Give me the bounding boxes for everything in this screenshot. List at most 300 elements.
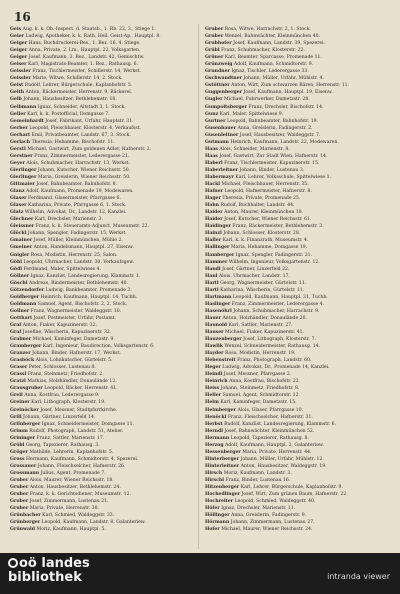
directory-entry [205,153,385,160]
entry-surname: Hartmann [205,294,232,300]
entry-details: Franz, Photograph, Landstr. 60. [235,358,312,364]
directory-entry [205,167,385,174]
entry-details: Josef, Kaufmann, 3. Bez., Landstr. 42, Gemischtw. [27,55,145,61]
directory-entry [205,399,385,406]
entry-surname: Geiger [10,55,28,61]
entry-surname: Hörmann [205,520,230,526]
entry-details: Ignaz, Schneidermeister, Domgasse 11. [40,421,134,427]
entry-surname: Geiser [10,62,27,68]
entry-surname: Hitzenberger [205,485,240,491]
entry-surname: Haidinger [205,224,231,230]
entry-surname: Geist [10,83,24,89]
directory-entry [10,407,190,414]
entry-surname: Heger [205,365,221,371]
entry-details: Mathilde, Lehrerin, Kaplanhofstr. 5. [27,449,114,455]
entry-surname: Gruber [10,485,29,491]
directory-entry [10,146,190,153]
entry-details: Wenzel, Schneidermeister, Rathausg. 14. [222,344,321,350]
directory-entry [10,456,190,463]
directory-entry [205,463,385,470]
entry-surname: Helmberger [205,407,236,413]
entry-surname: Grasböck [10,358,35,364]
entry-details: Karl, Lehrer, Volksschule, Spittelwiese 1. [233,174,331,180]
entry-details: Georg, Tapezierer, Rathausg. 3. [24,442,100,448]
entry-details: Josef, Gärtner, Linzerfeld 22. [220,266,290,272]
directory-entry [205,118,385,125]
entry-details: Ludwig, Advokat, Dr., Promenade 14, Kanzlei. [220,365,330,371]
entry-surname: Gruber [10,506,29,512]
entry-surname: Hinterberger [205,456,240,462]
entry-surname: Hebenstreit [205,358,236,364]
directory-entry [205,181,385,188]
entry-surname: Gerhart [10,132,31,138]
entry-surname: Geller [10,111,26,117]
entry-details: Josef, Fabrikant, Urfahr, Hauptstr. 31. [43,118,134,124]
entry-surname: Gusenleitner [205,132,239,138]
entry-details: Michael, Fiaker, Kapuzinerstr. 41. [223,330,305,336]
entry-surname: Gierlinger [10,167,37,173]
entry-surname: Granzer [10,351,31,357]
directory-entry [205,209,385,216]
entry-surname: Haslinger [205,301,231,307]
directory-entry [205,435,385,442]
entry-details: Franz, Fleischselcher, Hafnerstr. 31. [226,414,313,420]
entry-surname: Grüner [205,55,224,61]
entry-surname: Hager [205,196,221,202]
entry-details: Samuel, Agent, Schmidtorstr. 12. [221,393,300,399]
entry-details: Adolf, Kaufmann, Promenade 19, Modewaren. [24,189,134,195]
entry-surname: Glechner [10,217,34,223]
entry-surname: Haberleitner [205,167,239,173]
directory-entry [10,209,190,216]
entry-surname: Hochreiter [205,499,234,505]
entry-surname: Hochedlinger [205,492,241,498]
entry-surname: Goldberger [10,294,40,300]
entry-details: Anna, Greislerin, Fadingerstr. 9. [229,513,307,519]
entry-details: Leopold, Tapezierer, Rathausg. 8. [229,435,309,441]
directory-entry [205,407,385,414]
directory-entry [10,216,190,223]
directory-entry [10,294,190,301]
entry-surname: Hartl [205,280,219,286]
directory-entry [10,505,190,512]
entry-surname: Höllinger [205,513,230,519]
entry-details: Michael, Fuhrwerker, Dametzstr. 28. [222,97,310,103]
directory-entry [205,266,385,273]
directory-entry [10,301,190,308]
directory-entry [205,449,385,456]
entry-surname: Geissler [10,69,31,75]
directory-entry [205,315,385,322]
entry-details: Johann, Binder, Hafnerstr. 17, Werkst. [30,351,121,357]
entry-surname: Hanl [205,273,218,279]
directory-entry [10,484,190,491]
entry-details: Anna, Kostfrau, Lederergasse 9. [22,393,100,399]
entry-details: Anton, Holzhändler, Donaulände 20. [221,315,307,321]
directory-entry [10,230,190,237]
entry-details: Alois, Schneider, Marienstr. 8. [217,146,290,152]
entry-details: Ignaz, Drechsler, Marienstr. 11. [219,506,296,512]
entry-details: Johann, Schlosser, Klosterstr. 28. [221,231,301,237]
directory-entry [10,519,190,526]
entry-details: Georg, Wagnermeister, Gürtelstr. 11. [218,280,307,286]
logo-text-line1: oö landes [19,556,90,571]
directory-entry [10,75,190,82]
directory-entry [10,104,190,111]
entry-surname: Grubhofer [205,41,232,47]
directory-entry [205,414,385,421]
entry-details: Josef, Bahnwächter, Kleinmünchen 52. [222,428,315,434]
entry-surname: Graf [10,330,22,336]
entry-details: Samuel, Agent, Bischofstr. 2, 2. Stock. [36,301,128,307]
directory-entry [10,421,190,428]
directory-entry [205,421,385,428]
entry-surname: Gross [10,456,25,462]
directory-entry [205,392,385,399]
entry-details: Moriz, Kaufmann, Hauptpl. 5. [34,527,106,533]
directory-entry [205,195,385,202]
entry-details: Johann, Zimmermann, Lustenau 27. [229,520,315,526]
viewer-credit[interactable]: intranda viewer [327,572,390,581]
directory-entry [10,273,190,280]
entry-details: Josef, Postmeister, Urfahr, Postamt. [32,315,116,321]
entry-details: Anton, Fiaker, Kapuzinerstr. 32. [21,322,97,328]
entry-surname: Glaser [10,196,27,202]
entry-details: Anna, Greislerin, Fadingerstr. 2. [235,125,313,131]
entry-surname: Höfer [205,506,220,512]
entry-surname: Grübl [205,48,220,54]
entry-details: Michael, Fleischhauer, Herrenstr. 35. [220,182,309,188]
entry-surname: Gschwandtner [205,76,242,82]
entry-details: Rudolf, Buchhalter, Landstr. 44. [219,203,295,209]
entry-details: Maria, Hebamme, Domgasse 19. [229,245,308,251]
entry-surname: Grossmann [10,470,40,476]
directory-entry [10,202,190,209]
directory-entry [10,33,190,40]
entry-surname: Glanz [10,189,25,195]
entry-surname: Gerstl [10,146,26,152]
entry-details: Josef, Messner, Stadtpfarrkirche. [38,407,118,413]
directory-entry [205,357,385,364]
entry-surname: Hallinger [205,245,230,251]
entry-details: Anton, Handelsmann, Hauptpl. 27, Eisenw. [32,245,134,251]
entry-details: Anna, Kostfrau, Bischofstr. 22. [227,379,301,385]
entry-surname: Geiger [10,41,28,47]
directory-entry [205,329,385,336]
directory-entry [10,47,190,54]
directory-entry [205,477,385,484]
entry-surname: Hinterleitner [205,463,240,469]
library-logo-icon [8,558,18,568]
entry-surname: Haas [205,153,218,159]
directory-entry [205,364,385,371]
directory-entry [205,132,385,139]
entry-surname: Hofer [205,527,220,533]
page-number: 16 [14,10,31,24]
entry-details: Karl, Magistrats-Beamter, 1. Bez., Rathausg. 6. [26,62,139,68]
entry-surname: Grundner [205,69,230,75]
entry-surname: Handl [205,266,221,272]
entry-details: Anna, Private, 2. Lm., Hauptpl. 22, Volksgarten. [27,48,141,54]
entry-details: Karl, Ingenieur, Baudirection, Volksgartenstr. 6. [41,344,155,350]
entry-surname: Herbst [205,421,223,427]
entry-details: Franz, Schuhmacher, Klosterstr. 22. [219,48,305,54]
directory-entry [10,125,190,132]
directory-entry [10,491,190,498]
entry-surname: Hayder [205,351,224,357]
directory-entry [10,244,190,251]
entry-surname: Glaser [10,203,27,209]
directory-entry [205,202,385,209]
directory-entry [10,470,190,477]
entry-surname: Grill [10,414,22,420]
entry-surname: Heinrich [205,379,228,385]
entry-surname: Heller [205,393,222,399]
entry-details: Josef, Kaufmann, Landstr. 39, Spezerei. [231,41,326,47]
entry-surname: Göbl [10,259,22,265]
entry-surname: Gunz [205,111,219,117]
entry-surname: Herzog [205,442,224,448]
entry-details: Michael, Kaminfeger, Dametzstr. 9. [31,337,115,343]
entry-details: Hans, Buchdruckerei-Bes., 1. Bez. 16, 4. Stiege. [27,41,141,47]
entry-surname: Grassl [10,372,27,378]
entry-surname: Geiger [10,48,28,54]
entry-details: Rudolf, Kanzlist, Landesregierung, Klammstr. 6. [222,421,337,427]
entry-details: Johann, Kutscher, Wiener Reichsstr. 50. [36,167,131,173]
entry-details: Leopold, Fleischhauer, Klosterstr. 4, Verkaufsst. [27,125,142,131]
directory-entry [10,89,190,96]
entry-details: Rudolf, Lehrer, Bürgerschule, Kaplanhofstr. 5. [23,83,133,89]
directory-entry [205,526,385,533]
directory-entry [205,54,385,61]
directory-entry [10,526,190,533]
entry-details: Josefine, Wäscherin, Kapuzinerstr. 32. [21,330,112,336]
entry-details: Alois, Maurer, Wiener Reichsstr. 18. [28,478,114,483]
entry-surname: Gumpoltsberger [205,104,247,110]
entry-surname: Gruber [205,34,224,40]
entry-details: Johann, Schuhmacher, Harrachstr. 9. [231,308,320,314]
entry-surname: Gutmann [205,139,229,145]
entry-details: Katharina, Wäscherin, Gürtelstr. 11. [218,287,305,293]
entry-surname: Henöckl [205,414,227,420]
entry-details: Heinrich, Kaufmann, Hauptpl. 14, Tuchh. [39,294,138,300]
directory-entry [10,287,190,294]
entry-details: Adolf, Kaufmann, Schmidtorstr. 9. [232,62,314,68]
entry-details: Johann, Hausbesitzer, Bethlehemstr. 18. [21,97,117,103]
directory-entry [10,449,190,456]
directory-entry [205,252,385,259]
right-column [205,26,385,533]
directory-entry [10,160,190,167]
directory-entry [10,266,190,273]
entry-details: Johann, Binder, Lustenau 3. [238,167,305,173]
entry-surname: Gotthart [10,315,33,321]
entry-surname: Helm [205,400,219,406]
directory-entry [10,385,190,392]
entry-surname: Gugler [205,97,223,103]
directory-entry [10,167,190,174]
directory-entry [10,435,190,442]
directory-entry [10,181,190,188]
entry-details: Franz, Wagnermeister, Waldeggstr. 10. [29,308,122,314]
entry-details: Maria, Private, Herrenstr. 30. [28,506,99,512]
entry-surname: Hirsch [205,470,223,476]
directory-entry [205,47,385,54]
entry-details: Karl, Maler, Spittelwiese 9. [218,111,284,117]
directory-entry [205,371,385,378]
entry-surname: Greinöcker [10,407,39,413]
entry-details: Johann, Spengler, Fadingerstr. 15, Werkst. [26,231,127,237]
entry-details: Johann, Fleischselcher, Hafnerstr. 26. [36,463,126,469]
directory-entry [10,399,190,406]
entry-surname: Grabner [10,337,32,343]
entry-surname: Gödl [10,266,22,272]
directory-entry [205,96,385,103]
entry-surname: Geier [10,34,24,40]
library-logo[interactable] [8,557,90,585]
entry-surname: Hermann [205,435,230,441]
directory-entry [10,61,190,68]
directory-entry [10,371,190,378]
directory-entry [10,40,190,47]
directory-entry [205,322,385,329]
directory-entry [10,512,190,519]
entry-surname: Göschl [10,280,28,286]
directory-entry [205,111,385,118]
entry-details: Johann, Müller, Urfahr, Mühlstr. 12. [239,456,324,462]
entry-surname: Herndl [205,428,223,434]
entry-details: Marie, Witwe, Schillerstr. 14, 2. Stock. [30,76,123,82]
entry-details: Emil, Privatbeamter, Landstr. 67, 3. Stock. [30,132,131,138]
entry-details: Alois, Schuhmacher, Harrachstr. 13, Werkst. [24,160,130,166]
entry-details: Anton, Hausbesitzer, Waldeggstr. 19. [239,463,327,469]
entry-details: Alois, Glaser, Pfarrgasse 10. [235,407,304,413]
entry-surname: Haunold [205,322,228,328]
entry-surname: Grausgruber [10,386,43,392]
entry-details: Heinrich, Kaufmann, Landstr. 22, Modewaren. [228,139,339,145]
entry-details: Leopold, Uhrmacher, Landstr. 30, Verkaufsgew. [21,259,135,265]
entry-details: Ignaz, Schneider, Altstadt 3, 1. Stock. [36,104,126,110]
entry-details: Aug. k. k. Ob.-Inspect. d. Staatsb., 1. Rb. 22, 3., Stiege 1. [21,27,156,32]
directory-entry [205,61,385,68]
entry-surname: Gröbl [10,442,25,448]
directory-entry [205,160,385,167]
entry-surname: Gstöttner [205,83,230,89]
entry-surname: Gelbmann [10,104,37,110]
directory-entry [10,378,190,385]
directory-entry [205,146,385,153]
entry-surname: Grünberger [10,520,41,526]
directory-entry [205,259,385,266]
directory-entry [10,414,190,421]
directory-entry [205,75,385,82]
entry-details: Michael, Maurer, Wiener Reichsstr. 24. [219,527,313,533]
entry-details: Wilhelm, Ingenieur, Volksgartenstr. 12. [227,259,320,265]
directory-entry [205,378,385,385]
entry-details: Anton, Bäckermeister, Herrenstr. 9, Bäckerei. [24,90,133,96]
directory-entry [205,442,385,449]
entry-details: Ignaz, Kanzlist, Landesregierung, Klammstr. 1. [29,273,141,279]
directory-entry [205,174,385,181]
entry-details: Josef, Kaufmann, Hauptpl. 19, Eisenw. [242,90,333,96]
entry-details: Wilhelm, Advokat, Dr., Landstr. 12, Kanzlei. [23,210,127,216]
directory-entry [10,280,190,287]
entry-surname: Grininger [10,435,36,441]
entry-surname: Haider [205,210,223,216]
entry-details: Hermann, Kaufmann, Schmidtorstr. 4, Spezerei. [24,456,139,462]
entry-surname: Heindl [205,372,223,378]
entry-details: Franz, Steinmetz, Friedhofstr. 2. [26,372,104,378]
directory-entry [10,195,190,202]
entry-details: Rosa, Modistin, Herrenstr. 25, Salon. [29,252,118,258]
entry-surname: Gnigler [10,252,30,258]
entry-surname: Hauer [205,315,221,321]
entry-details: Franz, Drechsler, Bischofstr. 14. [246,104,324,110]
directory-entry [205,68,385,75]
entry-surname: Hafner [205,189,223,195]
entry-details: Ignaz, Tischler, Lederergasse 33. [229,69,309,75]
entry-surname: Grossauer [10,463,37,469]
entry-surname: Habermayr [205,174,234,180]
directory-entry [10,357,190,364]
entry-details: Karl, k. k. Finanzrath, Museumstr. 4. [221,238,309,244]
entry-surname: Gramberger [10,344,42,350]
entry-details: Alois, Lohnkutscher, Gürtelstr. 5. [34,358,113,364]
entry-details: Adolf, Kaufmann, Hauptpl. 2, Galanteriew. [223,442,324,448]
entry-details: Karl, Beamter, Sparcasse, Promenade 11. [223,55,322,61]
directory-entry [10,252,190,259]
entry-details: Leopold, Kaufmann, Hauptpl. 31, Tuchh. [231,294,328,300]
directory-entry [10,68,190,75]
entry-details: Mathias, Holzhändler, Donaulände 12. [25,379,117,385]
entry-surname: Haider [205,217,223,223]
viewer-footer [0,553,400,594]
directory-entry [205,223,385,230]
entry-surname: Greiner [10,400,30,406]
directory-entry [205,498,385,505]
entry-surname: Gruber [10,492,29,498]
entry-details: Josef, Messner, Pfarrgasse 2. [222,372,292,378]
entry-surname: Geissler [10,76,31,82]
entry-details: Anton, Maurer, Kleinmünchen 18. [222,210,304,216]
entry-surname: Goldmann [10,301,37,307]
entry-surname: Glöckl [10,231,27,237]
entry-details: Josef, Hausbesitzer, Waldeggstr. 7. [238,132,321,138]
entry-details: Leopold, Bahnbeamter, Bahnhofstr. 19. [225,118,319,124]
entry-surname: Hahn [205,203,219,209]
entry-surname: Hammer [205,259,228,265]
directory-entry [205,301,385,308]
directory-entry [10,174,190,181]
entry-details: Leopold, Kaufmann, Landstr. 8, Galanteriew. [40,520,146,526]
entry-surname: Gruber [10,499,29,505]
entry-surname: Gmeiner [10,245,33,251]
directory-entry [205,470,385,477]
entry-details: Ludwig, Apotheker, k. k. Rath, Heil. Geist-Ap., Hauptpl. 8. [23,34,161,40]
directory-entry [205,273,385,280]
directory-entry [10,343,190,350]
directory-entry [205,350,385,357]
entry-details: Franz, Tischlermeister, Kapuzinerstr. 15. [222,160,320,166]
directory-entry [10,392,190,399]
directory-entry [10,477,190,484]
entry-details: Rosa, Modistin, Herrenstr. 19. [223,351,296,357]
entry-surname: Grimm [10,428,28,434]
entry-surname: Hainzl [205,231,222,237]
entry-surname: Grilnberger [10,421,41,427]
entry-details: Michael, Gastwirt, Zum goldenen Adler, Hafnerstr. 2. [25,146,152,152]
entry-details: Wenzel, Bahnwächter, Kleinmünchen 40. [223,34,320,40]
